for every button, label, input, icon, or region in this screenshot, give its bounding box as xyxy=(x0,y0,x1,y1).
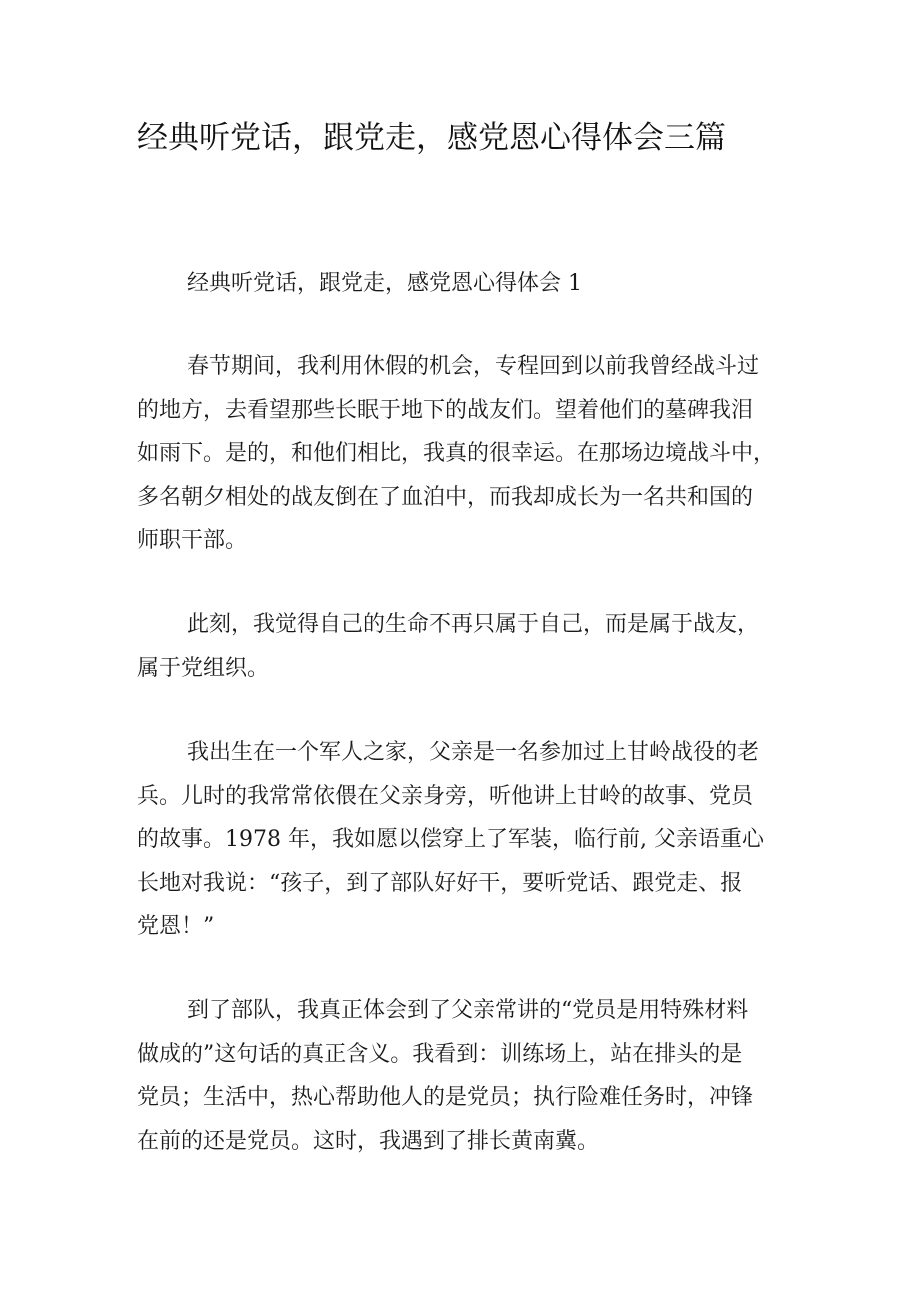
paragraph-line: 我出生在一个军人之家，父亲是一名参加过上甘岭战役的老 xyxy=(187,740,760,765)
paragraph-line: 兵。儿时的我常常依偎在父亲身旁，听他讲上甘岭的故事、党员 xyxy=(137,783,754,809)
paragraph-line: 的地方，去看望那些长眠于地下的战友们。望着他们的墓碑我泪 xyxy=(137,397,754,423)
document-title: 经典听党话，跟党走，感党恩心得体会三篇 xyxy=(137,120,726,156)
paragraph-1 xyxy=(137,345,797,563)
paragraph-line: 长地对我说：“孩子，到了部队好好干，要听党话、跟党走、报 xyxy=(137,870,743,896)
paragraph-2 xyxy=(137,603,797,690)
paragraph-line: 的故事。1978 年，我如愿以偿穿上了军装，临行前, 父亲语重心 xyxy=(137,827,764,852)
paragraph-line: 春节期间，我利用休假的机会，专程回到以前我曾经战斗过 xyxy=(187,354,760,379)
paragraph-line: 属于党组织。 xyxy=(137,655,270,681)
section-heading: 经典听党话，跟党走，感党恩心得体会 1 xyxy=(187,271,582,296)
paragraph-line: 党恩！” xyxy=(137,914,215,939)
paragraph-line: 党员；生活中，热心帮助他人的是党员；执行险难任务时，冲锋 xyxy=(137,1085,754,1110)
paragraph-line: 如雨下。是的，和他们相比，我真的很幸运。在那场边境战斗中， xyxy=(137,441,776,466)
paragraph-line: 做成的”这句话的真正含义。我看到：训练场上，站在排头的是 xyxy=(137,1041,743,1067)
paragraph-3 xyxy=(137,731,797,949)
paragraph-line: 此刻，我觉得自己的生命不再只属于自己，而是属于战友， xyxy=(187,612,760,637)
paragraph-4 xyxy=(137,989,797,1163)
paragraph-line: 师职干部。 xyxy=(137,528,248,553)
paragraph-line: 多名朝夕相处的战友倒在了血泊中，而我却成长为一名共和国的 xyxy=(137,484,754,510)
paragraph-line: 在前的还是党员。这时，我遇到了排长黄南冀。 xyxy=(137,1128,600,1154)
paragraph-line: 到了部队，我真正体会到了父亲常讲的“党员是用特殊材料 xyxy=(187,998,749,1023)
